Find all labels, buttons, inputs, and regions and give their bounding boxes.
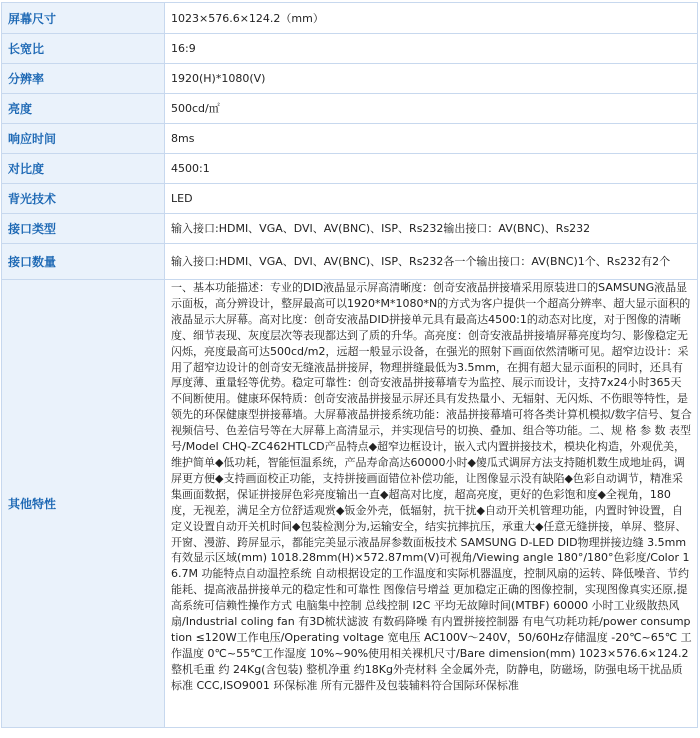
spec-value: 500cd/㎡: [165, 94, 698, 124]
spec-value: LED: [165, 184, 698, 214]
spec-row-aspect-ratio: [2, 34, 698, 64]
spec-row-contrast: [2, 154, 698, 184]
spec-value: 1023×576.6×124.2（mm）: [165, 3, 698, 34]
spec-label: 其他特性: [2, 280, 165, 728]
spec-label: 接口数量: [2, 244, 165, 280]
spec-value: 输入接口:HDMI、VGA、DVI、AV(BNC)、ISP、Rs232各一个输出接口：AV(BNC)1个、Rs232有2个: [165, 244, 698, 280]
spec-value: 1920(H)*1080(V): [165, 64, 698, 94]
spec-label: 分辨率: [2, 64, 165, 94]
spec-label: 接口类型: [2, 214, 165, 244]
spec-label: 响应时间: [2, 124, 165, 154]
spec-row-response-time: [2, 124, 698, 154]
spec-value: 16:9: [165, 34, 698, 64]
spec-label: 对比度: [2, 154, 165, 184]
spec-row-screen-size: [2, 3, 698, 34]
spec-label: 背光技术: [2, 184, 165, 214]
spec-table: [1, 2, 698, 728]
spec-row-backlight: [2, 184, 698, 214]
spec-value: 输入接口:HDMI、VGA、DVI、AV(BNC)、ISP、Rs232输出接口：AV(BNC)、Rs232: [165, 214, 698, 244]
spec-label: 亮度: [2, 94, 165, 124]
spec-row-interface-type: [2, 214, 698, 244]
spec-value: 8ms: [165, 124, 698, 154]
spec-row-interface-count: [2, 244, 698, 280]
spec-value: 4500:1: [165, 154, 698, 184]
spec-value: 一、基本功能描述：专业的DID液晶显示屏高清晰度：创奇安液晶拼接墙采用原装进口的SAMSUNG液晶显示面板，高分辨设计，整屏最高可以1920*M*1080*N的方式为客户提供一个超高分辨率、超大显示面积的液晶显示大屏幕。高对比度：创奇安液晶DID拼接单元具有最高达4500:1的动态对比度，对于图像的清晰度、细节表现、灰度层次等表现都达到了质的升华。高亮度：创奇安液晶拼接墙屏幕亮度均匀、影像稳定无闪烁，亮度最高可达500cd/m2，远超一般显示设备，在强光的照射下画面依然清晰可见。超窄边设计：采用了超窄边设计的创奇安无缝液晶拼接屏，物理拼缝最低为3.5mm，在拥有超大显示面积的同时，还具有厚度薄、重量轻等优势。稳定可靠性：创奇安液晶拼接幕墙专为监控、展示而设计，支持7x24小时365天不间断使用。健康环保特质：创奇安液晶拼接显示屏还具有发热量小、无辐射、无闪烁、不伤眼等特性，是领先的环保健康型拼接幕墙。大屏幕液晶拼接系统功能：液晶拼接幕墙可将各类计算机模拟/数字信号、复合视频信号、色差信号等在大屏幕上高清显示，并实现信号的切换、叠加、组合等功能。二、规 格 参 数 表型号/Model CHQ-ZC462HTLCD产品特点◆超窄边框设计，嵌入式内置拼接技术，模块化构造，外观优美，维护简单◆低功耗，智能恒温系统，产品寿命高达60000小时◆傻瓜式调屏方法支持随机数生成地址码，调屏更方便◆支持画面校正功能，支持拼接画面错位补偿功能，让图像显示没有缺陷◆色彩自动调节，精准采集画面数据，保证拼接屏色彩亮度输出一直◆超高对比度，超高亮度，更好的色彩饱和度◆全视角，180度，无视差，满足全方位舒适观赏◆钣金外壳，低辐射，抗干扰◆自动开关机管理功能，内置时钟设置，自定义设置自动开关机时间◆包装检测分为,运输安全，结实抗摔抗压，承重大◆任意无缝拼接，单屏、整屏、开窗、漫游、跨屏显示，都能完美显示液晶屏参数面板技术 SAMSUNG D-LED DID物理拼接边缝 3.5mm有效显示区域(mm) 1018.28mm(H)×572.87mm(V)可视角/Viewing angle 180°/180°色彩度/Color 16.7M 功能特点自动温控系统 自动根据设定的工作温度和实际机器温度，控制风扇的运转、降低噪音、节约能耗、提高液晶拼接单元的稳定性和可靠性 图像信号增益 更加稳定正确的图像控制，实现图像真实还原,提高系统可信赖性操作方式 电脑集中控制 总线控制 I2C 平均无故障时间(MTBF) 60000 小时工业级散热风扇/Industrial coling fan 有3D梳状滤波 有数码降噪 有内置拼接控制器 有电气功耗功耗/power consumption ≤120W工作电压/Operating voltage 宽电压 AC100V～240V，50/60Hz存储温度 -20℃~65℃ 工作温度 0℃~55℃工作湿度 10%~90%使用相关裸机尺寸/Bare dimension(mm) 1023×576.6×124.2整机毛重 约 24Kg(含包装) 整机净重 约18Kg外壳材料 全金属外壳，防静电，防磁场，防强电场干扰品质标准 CCC,ISO9001 环保标准 所有元器件及包装辅料符合国际环保标准: [165, 280, 698, 728]
spec-row-other-features: [2, 280, 698, 728]
spec-row-resolution: [2, 64, 698, 94]
spec-label: 长宽比: [2, 34, 165, 64]
spec-row-brightness: [2, 94, 698, 124]
spec-label: 屏幕尺寸: [2, 3, 165, 34]
